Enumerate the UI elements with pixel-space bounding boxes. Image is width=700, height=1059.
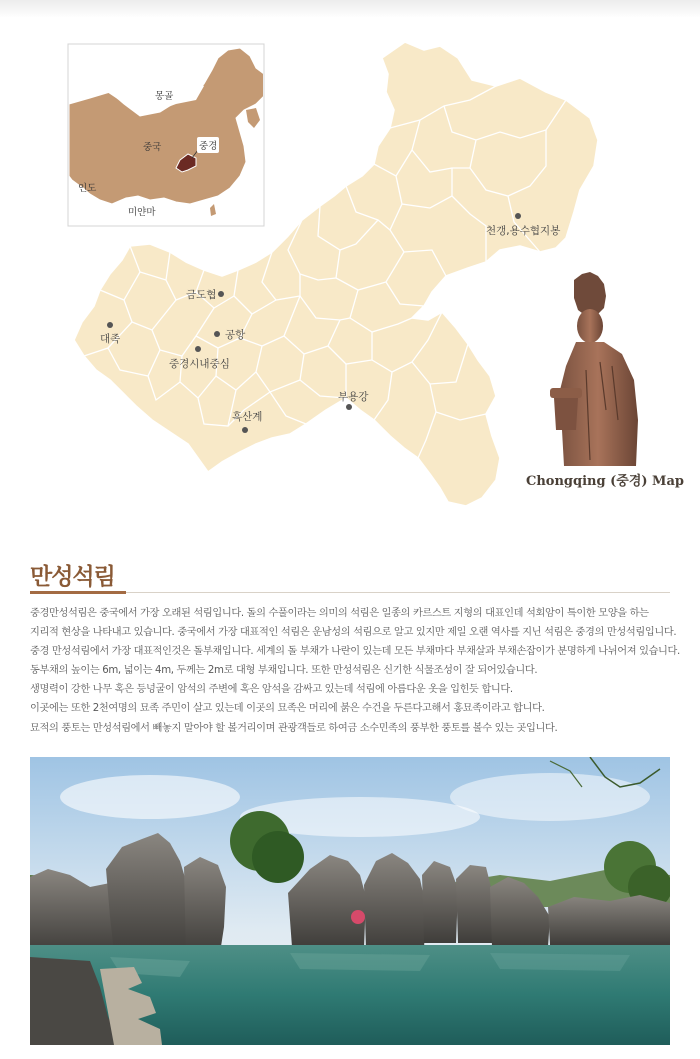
place-label-tiankeng: 천갱,용수협지봉 xyxy=(486,225,561,237)
description-line: 묘적의 풍토는 만성석림에서 빼놓지 말아야 할 볼거리이며 관광객들로 하여금 소수민족의 풍부한 풍토를 볼수 있는 곳입니다. xyxy=(30,722,558,734)
place-dot-downtown xyxy=(195,346,201,352)
description-line: 지리적 현상을 나타내고 있습니다. 중국에서 가장 대표적인 석림은 운남성의 석림으로 알고 있지만 제일 오랜 역사를 지닌 석림은 중경의 만성석림입니다. xyxy=(30,627,677,639)
place-label-jindao: 금도협 xyxy=(186,289,217,301)
description xyxy=(30,604,692,738)
description-line: 생명력이 강한 나무 혹은 등넝굴이 암석의 주변에 혹은 암석을 감싸고 있는데 석림에 아름다운 옷을 입힌듯 합니다. xyxy=(30,684,513,696)
map-caption: Chongqing (중경) Map xyxy=(526,474,684,489)
inset-map xyxy=(68,44,264,226)
place-dot-heishangu xyxy=(242,427,248,433)
inset-label-myanmar: 미얀마 xyxy=(128,207,156,218)
description-line: 중경 만성석림에서 가장 대표적인것은 돌부채입니다. 세계의 돌 부채가 나란이 있는데 모든 부채마다 부채살과 부채손잡이가 분명하게 나뉘어져 있습니다. xyxy=(30,646,680,658)
place-dot-dazu xyxy=(107,322,113,328)
place-dot-jindao xyxy=(218,291,224,297)
place-dot-airport xyxy=(214,331,220,337)
place-label-airport: 공항 xyxy=(225,329,246,341)
place-label-furongjiang: 부용강 xyxy=(338,391,369,403)
inset-label-chongqing: 중경 xyxy=(197,137,219,153)
inset-label-india: 인도 xyxy=(78,183,97,194)
inset-label-china: 중국 xyxy=(143,142,162,153)
place-dot-tiankeng xyxy=(515,213,521,219)
stone-forest-photo xyxy=(30,757,670,1045)
description-line: 이곳에는 또한 2천여명의 묘족 주민이 살고 있는데 이곳의 묘족은 머리에 붉은 수건을 두른다고해서 홍묘족이라고 합니다. xyxy=(30,703,545,715)
buddha-statue-image xyxy=(546,270,646,470)
place-dot-furongjiang xyxy=(346,404,352,410)
title-accent-bar xyxy=(30,591,126,594)
inset-label-mongolia: 몽골 xyxy=(155,91,174,102)
place-label-heishangu: 흑산계 xyxy=(232,411,263,423)
description-line: 동부채의 높이는 6m, 넓이는 4m, 두께는 2m로 대형 부채입니다. 또한 만성석림은 신기한 식물조성이 잘 되어있습니다. xyxy=(30,665,538,677)
section-title: 만성석림 xyxy=(30,564,115,590)
place-label-dazu: 대족 xyxy=(100,333,121,345)
description-line: 중경만성석림은 중국에서 가장 오래된 석림입니다. 돌의 수풀이라는 의미의 석림은 일종의 카르스트 지형의 대표인데 석회암이 특이한 모양을 하는 xyxy=(30,608,649,619)
title-divider xyxy=(30,592,670,593)
place-label-downtown: 중경시내중심 xyxy=(169,358,230,370)
